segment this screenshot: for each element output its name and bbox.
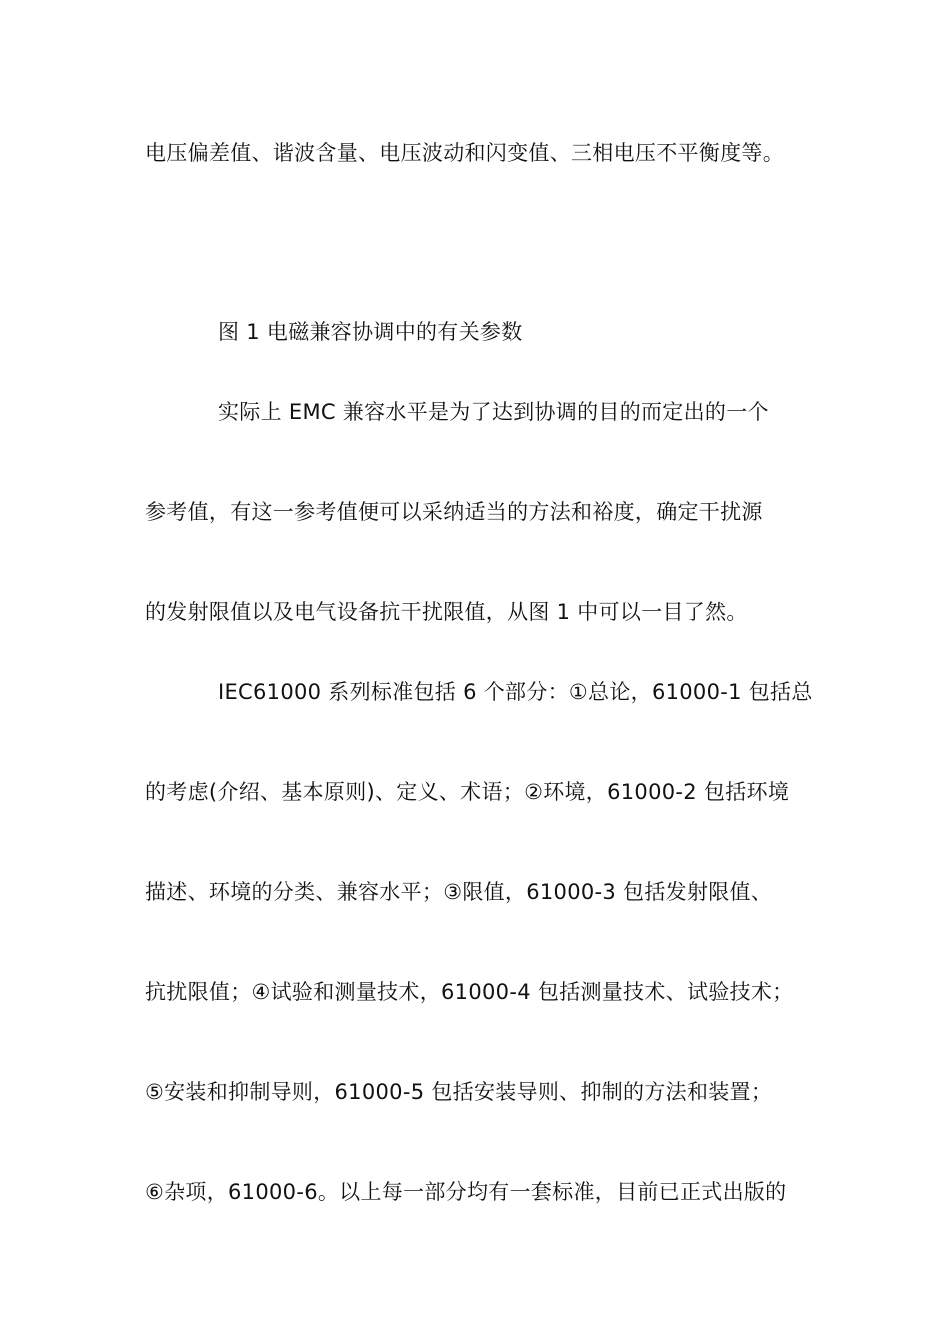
text-line-6: 的考虑(介绍、基本原则)、定义、术语；②环境，61000-2 包括环境 [145, 780, 790, 804]
text-line-3: 参考值，有这一参考值便可以采纳适当的方法和裕度，确定干扰源 [145, 500, 763, 524]
text-line-7: 描述、环境的分类、兼容水平；③限值，61000-3 包括发射限值、 [145, 880, 773, 904]
figure-caption: 图 1 电磁兼容协调中的有关参数 [218, 320, 523, 344]
text-line-1: 电压偏差值、谐波含量、电压波动和闪变值、三相电压不平衡度等。 [145, 141, 784, 165]
text-line-5: IEC61000 系列标准包括 6 个部分：①总论，61000-1 包括总 [218, 680, 813, 704]
text-line-4: 的发射限值以及电气设备抗干扰限值，从图 1 中可以一目了然。 [145, 600, 748, 624]
text-line-8: 抗扰限值；④试验和测量技术，61000-4 包括测量技术、试验技术； [145, 980, 794, 1004]
text-line-10: ⑥杂项，61000-6。以上每一部分均有一套标准，目前已正式出版的 [145, 1180, 787, 1204]
text-line-9: ⑤安装和抑制导则，61000-5 包括安装导则、抑制的方法和装置； [145, 1080, 773, 1104]
text-line-2: 实际上 EMC 兼容水平是为了达到协调的目的而定出的一个 [218, 400, 769, 424]
